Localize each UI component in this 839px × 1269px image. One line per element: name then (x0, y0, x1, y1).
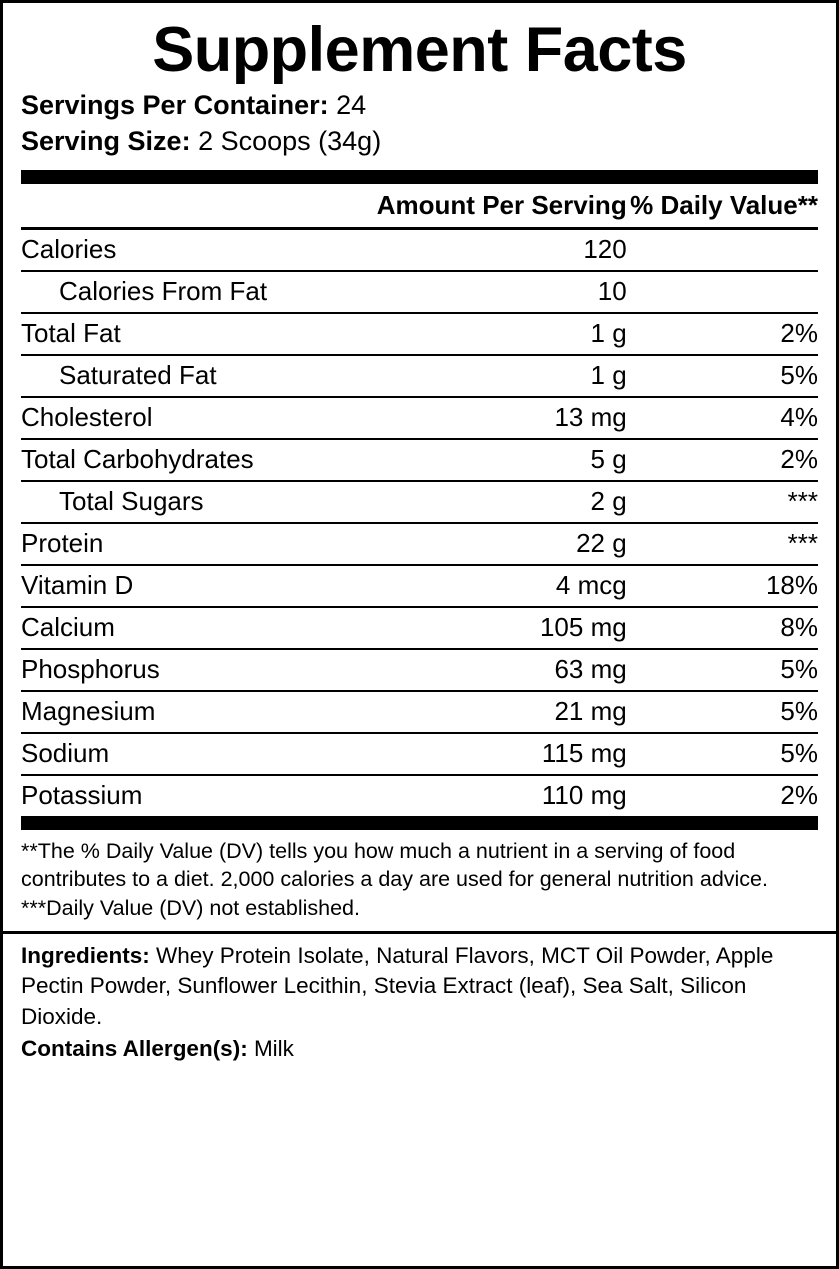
nutrient-name: Magnesium (21, 695, 156, 726)
table-row (21, 691, 818, 733)
nutrient-dv: 18% (765, 569, 818, 600)
header-daily-value: % Daily Value** (630, 189, 818, 220)
top-rule (21, 170, 818, 184)
serving-size-value: 2 Scoops (34g) (198, 125, 382, 156)
table-row (21, 565, 818, 607)
nutrient-dv: 8% (780, 611, 818, 642)
footnotes (21, 830, 818, 922)
page-title: Supplement Facts (152, 15, 687, 85)
table-row (21, 481, 818, 523)
nutrient-amount: 4 mcg (555, 569, 627, 600)
nutrient-dv: 5% (780, 695, 818, 726)
nutrient-dv: 2% (780, 317, 818, 348)
nutrient-name: Protein (21, 527, 104, 558)
table-row (21, 439, 818, 481)
nutrient-amount: 2 g (590, 485, 627, 516)
table-row (21, 523, 818, 565)
header-amount-per-serving: Amount Per Serving (376, 189, 627, 220)
nutrient-dv: 2% (780, 443, 818, 474)
nutrient-dv: 5% (780, 653, 818, 684)
nutrient-dv: *** (787, 527, 818, 558)
footnote-not-established: ***Daily Value (DV) not established. (21, 895, 360, 920)
nutrient-amount: 13 mg (554, 401, 627, 432)
table-row (21, 228, 818, 271)
nutrient-dv (627, 271, 818, 313)
table-row (21, 607, 818, 649)
nutrient-amount: 1 g (590, 359, 627, 390)
table-row (21, 355, 818, 397)
table-row (21, 271, 818, 313)
nutrient-name: Saturated Fat (59, 359, 217, 390)
bottom-rule (21, 816, 818, 830)
table-row (21, 775, 818, 816)
nutrient-dv: 2% (780, 779, 818, 810)
nutrient-amount: 110 mg (541, 779, 627, 810)
nutrient-name: Total Sugars (59, 485, 204, 516)
nutrient-name: Cholesterol (21, 401, 153, 432)
allergens-text: Milk (247, 1036, 294, 1062)
nutrition-rows (21, 228, 818, 816)
nutrient-name: Phosphorus (21, 653, 160, 684)
allergens-label: Contains Allergen(s): (21, 1036, 248, 1062)
footnote-daily-value: **The % Daily Value (DV) tells you how much a nutrient in a serving of food contributes to a diet. 2,000 calories a day are used for general nutrition advice. (21, 838, 768, 892)
nutrient-amount: 22 g (576, 527, 627, 558)
nutrient-name: Sodium (21, 737, 110, 768)
nutrient-amount: 63 mg (554, 653, 627, 684)
ingredients (21, 934, 818, 1032)
ingredients-text: Whey Protein Isolate, Natural Flavors, MCT Oil Powder, Apple Pectin Powder, Sunflower Lecithin, Stevia Extract (leaf), Sea Salt, Silicon Dioxide. (21, 942, 774, 1029)
ingredients-label: Ingredients: (21, 942, 150, 968)
nutrient-name: Calories From Fat (59, 275, 268, 306)
servings-per-container (21, 88, 818, 124)
servings-per-container-value: 24 (336, 90, 367, 120)
table-row (21, 649, 818, 691)
nutrient-name: Calories (21, 233, 117, 264)
nutrient-name: Calcium (21, 611, 115, 642)
nutrient-dv (627, 228, 818, 271)
nutrient-dv: 5% (780, 359, 818, 390)
servings-per-container-label: Servings Per Container: (21, 90, 329, 120)
nutrient-dv: 4% (780, 401, 818, 432)
nutrient-name: Total Carbohydrates (21, 443, 254, 474)
serving-size-label: Serving Size: (21, 125, 191, 156)
nutrient-amount: 120 (583, 233, 627, 264)
nutrient-amount: 115 mg (541, 737, 627, 768)
nutrient-name: Vitamin D (21, 569, 134, 600)
nutrition-table (21, 184, 818, 816)
table-row (21, 733, 818, 775)
table-row (21, 397, 818, 439)
table-header-row (21, 184, 818, 229)
table-row (21, 313, 818, 355)
nutrient-amount: 1 g (590, 317, 627, 348)
nutrient-dv: *** (787, 485, 818, 516)
nutrient-amount: 5 g (590, 443, 627, 474)
serving-size (21, 124, 818, 160)
nutrient-amount: 10 (597, 275, 627, 306)
nutrient-amount: 21 mg (554, 695, 627, 726)
nutrient-dv: 5% (780, 737, 818, 768)
nutrient-name: Total Fat (21, 317, 121, 348)
allergens (21, 1032, 818, 1064)
header-blank (21, 184, 372, 229)
nutrient-name: Potassium (21, 779, 143, 810)
nutrient-amount: 105 mg (539, 611, 627, 642)
